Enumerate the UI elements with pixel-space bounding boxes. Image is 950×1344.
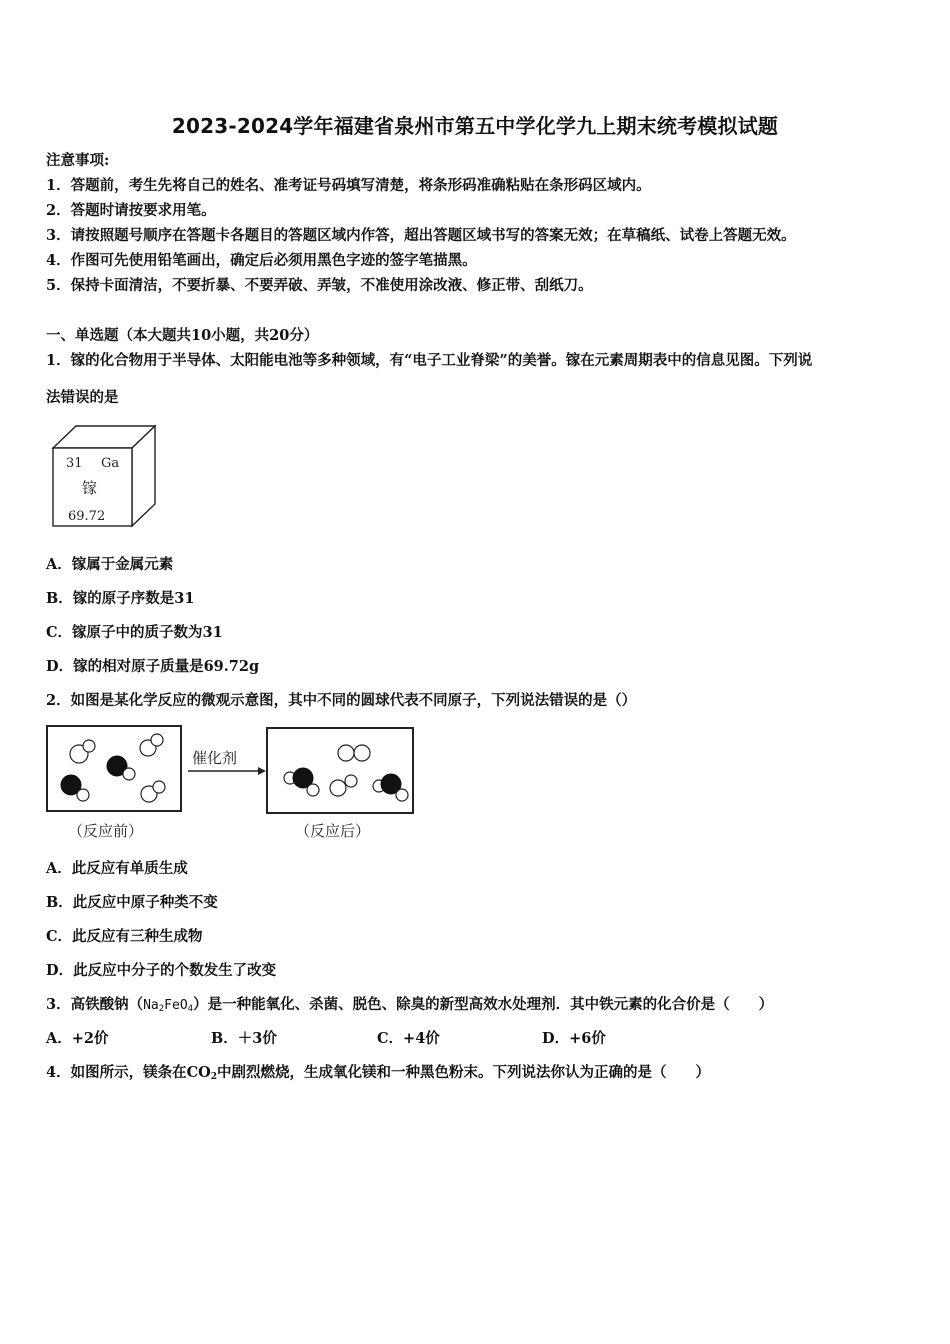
q4-stem: 4．如图所示，镁条在$CO_2$中剧烈燃烧，生成氧化镁和一种黑色粉末。下列说法你认为正确的是（ ） <box>46 1064 711 1082</box>
q1-element-cube-figure <box>48 424 160 530</box>
notice-item: 5．保持卡面清洁，不要折暴、不要弄破、弄皱，不准使用涂改液、修正带、刮纸刀。 <box>46 277 593 294</box>
after-box <box>267 728 413 813</box>
notice-heading: 注意事项: <box>46 152 110 169</box>
q2-reaction-figure <box>46 724 418 846</box>
q3-option-b: B．＋3价 <box>211 1030 277 1047</box>
q1-option-d: D．镓的相对原子质量是69.72g <box>46 658 260 675</box>
section-heading: 一、单选题（本大题共10小题，共20分） <box>46 327 319 344</box>
q3-option-a: A．+2价 <box>46 1030 109 1047</box>
page-title: 2023-2024学年福建省泉州市第五中学化学九上期末统考模拟试题 <box>171 114 779 138</box>
q2-option-b: B．此反应中原子种类不变 <box>46 894 218 911</box>
q1-stem-line2: 法错误的是 <box>46 389 119 406</box>
q3-option-c: C．+4价 <box>377 1030 440 1047</box>
notice-item: 1．答题前，考生先将自己的姓名、准考证号码填写清楚，将条形码准确粘贴在条形码区域内。 <box>46 177 651 194</box>
q2-option-d: D．此反应中分子的个数发生了改变 <box>46 962 277 979</box>
q3-stem-pre: 3．高铁酸钠（ <box>46 996 144 1013</box>
q3-formula: $Na_2FeO_4$ <box>143 998 194 1014</box>
notice-item: 3．请按照题号顺序在答题卡各题目的答题区域内作答，超出答题区域书写的答案无效；在草稿纸、试卷上答题无效。 <box>46 227 796 244</box>
q1-stem-line1: 1．镓的化合物用于半导体、太阳能电池等多种领域，有“电子工业脊梁”的美誉。镓在元素周期表中的信息见图。下列说 <box>46 352 813 369</box>
q1-option-a: A．镓属于金属元素 <box>46 556 174 573</box>
q1-option-b: B．镓的原子序数是31 <box>46 590 195 607</box>
q3-stem-post: ）是一种能氧化、杀菌、脱色、除臭的新型高效水处理剂．其中铁元素的化合价是（ ） <box>193 996 774 1013</box>
catalyst-label: 催化剂 <box>192 749 238 767</box>
q2-option-c: C．此反应有三种生成物 <box>46 928 203 945</box>
element-number: 31 <box>66 456 83 471</box>
element-mass: 69.72 <box>68 509 106 524</box>
element-symbol: Ga <box>101 456 120 471</box>
q3-option-d: D．+6价 <box>542 1030 606 1047</box>
q2-option-a: A．此反应有单质生成 <box>46 860 188 877</box>
notice-item: 4．作图可先使用铅笔画出，确定后必须用黑色字迹的签字笔描黑。 <box>46 252 477 269</box>
q3-stem <box>46 996 773 1018</box>
after-caption: （反应后） <box>295 822 371 840</box>
before-caption: （反应前） <box>68 822 144 840</box>
q1-option-c: C．镓原子中的质子数为31 <box>46 624 223 641</box>
q2-stem: 2．如图是某化学反应的微观示意图，其中不同的圆球代表不同原子，下列说法错误的是（） <box>46 692 637 709</box>
element-name: 镓 <box>82 479 98 497</box>
notice-item: 2．答题时请按要求用笔。 <box>46 202 216 219</box>
